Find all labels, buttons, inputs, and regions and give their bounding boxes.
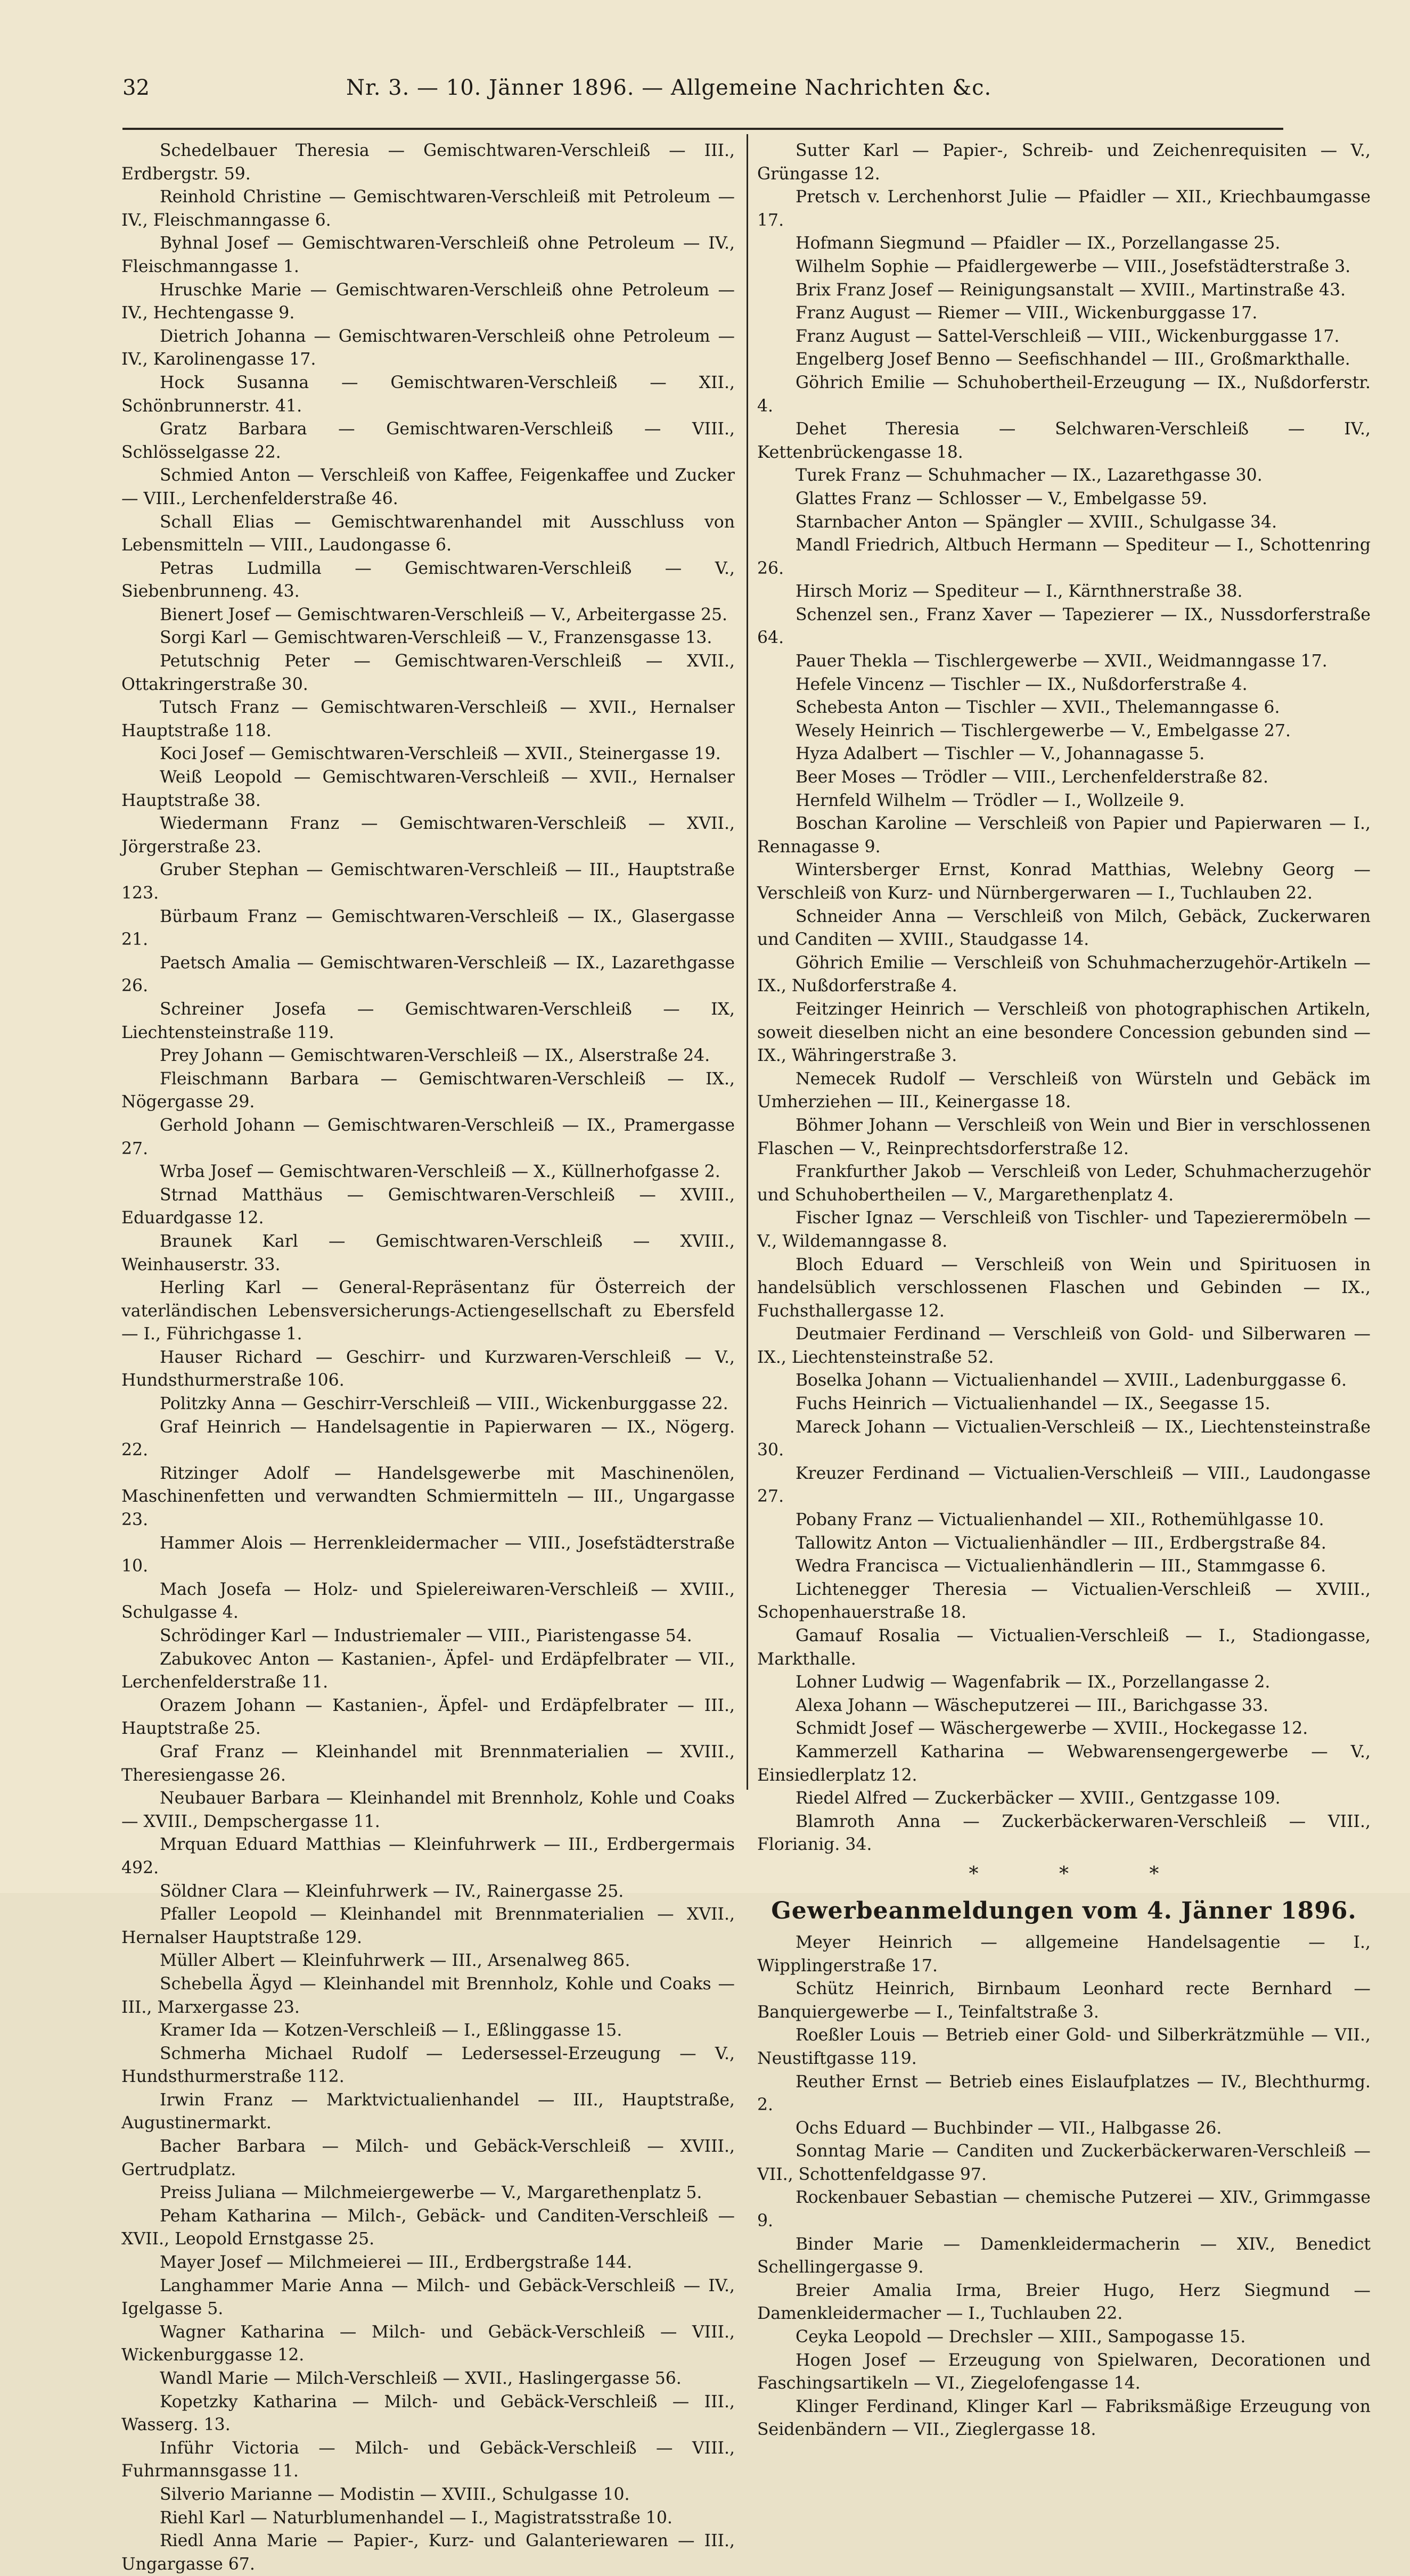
listing-entry: Riedel Alfred — Zuckerbäcker — XVIII., Gentzgasse 109. — [796, 1789, 1281, 1808]
listing-entry: Schütz Heinrich, Birnbaum Leonhard recte Bernhard — Banquiergewerbe — I., Teinfaltstraße 3. — [757, 1979, 1371, 2022]
listing-entry: Petutschnig Peter — Gemischtwaren-Verschleiß — XVII., Ottakringerstraße 30. — [121, 652, 735, 694]
listing-entry: Göhrich Emilie — Verschleiß von Schuhmacherzugehör-Artikeln — IX., Nußdorferstraße 4. — [757, 953, 1371, 996]
listing-entry: Petras Ludmilla — Gemischtwaren-Verschleiß — V., Siebenbrunneng. 43. — [121, 558, 735, 602]
listing-entry: Ritzinger Adolf — Handelsgewerbe mit Maschinenölen, Maschinenfetten und verwandten Schmiermitteln — III., Ungargasse 23. — [121, 1463, 735, 1530]
listing-entry: Riehl Karl — Naturblumenhandel — I., Magistratsstraße 10. — [160, 2508, 673, 2528]
listing-entry: Wrba Josef — Gemischtwaren-Verschleiß — X., Küllnerhofgasse 2. — [160, 1162, 720, 1182]
listing-entry: Lichtenegger Theresia — Victualien-Verschleiß — XVIII., Schopenhauerstraße 18. — [757, 1579, 1371, 1623]
listing-entry: Tutsch Franz — Gemischtwaren-Verschleiß — XVII., Hernalser Hauptstraße 118. — [121, 698, 735, 740]
listing-entry: Kammerzell Katharina — Webwarensengergewerbe — V., Einsiedlerplatz 12. — [757, 1742, 1371, 1785]
listing-entry: Hefele Vincenz — Tischler — IX., Nußdorferstraße 4. — [796, 674, 1248, 694]
listing-entry: Kopetzky Katharina — Milch- und Gebäck-Verschleiß — III., Wasserg. 13. — [121, 2392, 735, 2435]
listing-entry: Hofmann Siegmund — Pfaidler — IX., Porzellangasse 25. — [796, 234, 1281, 253]
listing-entry: Preiss Juliana — Milchmeiergewerbe — V., Margarethenplatz 5. — [160, 2183, 702, 2203]
listing-entry: Mandl Friedrich, Altbuch Hermann — Spediteur — I., Schottenring 26. — [757, 536, 1371, 578]
running-title: Nr. 3. — 10. Jänner 1896. — Allgemeine Nachrichten &c. — [346, 76, 992, 100]
listing-entry: Hruschke Marie — Gemischtwaren-Verschleiß ohne Petroleum — IV., Hechtengasse 9. — [121, 280, 735, 323]
listing-entry: Ochs Eduard — Buchbinder — VII., Halbgasse 26. — [796, 2118, 1222, 2138]
listing-entry: Silverio Marianne — Modistin — XVIII., Schulgasse 10. — [160, 2484, 630, 2504]
listing-entry: Boschan Karoline — Verschleiß von Papier und Papierwaren — I., Rennagasse 9. — [757, 814, 1371, 857]
listing-entry: Gerhold Johann — Gemischtwaren-Verschleiß — IX., Pramergasse 27. — [121, 1115, 735, 1158]
listing-entry: Schneider Anna — Verschleiß von Milch, Gebäck, Zuckerwaren und Canditen — XVIII., Staudgasse 14. — [757, 907, 1371, 950]
listing-entry: Frankfurther Jakob — Verschleiß von Leder, Schuhmacherzugehör und Schuhobertheilen — V., Margarethenplatz 4. — [757, 1162, 1371, 1205]
listing-entry: Wilhelm Sophie — Pfaidlergewerbe — VIII., Josefstädterstraße 3. — [796, 257, 1351, 276]
column-divider — [747, 134, 748, 1790]
listing-entry: Byhnal Josef — Gemischtwaren-Verschleiß ohne Petroleum — IV., Fleischmanngasse 1. — [121, 234, 735, 276]
listing-entry: Prey Johann — Gemischtwaren-Verschleiß — IX., Alserstraße 24. — [160, 1046, 710, 1066]
listing-entry: Binder Marie — Damenkleidermacherin — XIV., Benedict Schellingergasse 9. — [757, 2234, 1371, 2277]
listing-entry: Schenzel sen., Franz Xaver — Tapezierer — IX., Nussdorferstraße 64. — [757, 605, 1371, 648]
listing-entry: Mayer Josef — Milchmeierei — III., Erdbergstraße 144. — [160, 2253, 633, 2273]
listing-entry: Gruber Stephan — Gemischtwaren-Verschleiß — III., Hauptstraße 123. — [121, 860, 735, 903]
listing-entry: Wesely Heinrich — Tischlergewerbe — V., Embelgasse 27. — [796, 721, 1291, 740]
listing-entry: Koci Josef — Gemischtwaren-Verschleiß — XVII., Steinergasse 19. — [160, 744, 721, 764]
listing-entry: Mach Josefa — Holz- und Spielereiwaren-Verschleiß — XVIII., Schulgasse 4. — [121, 1579, 735, 1623]
listing-entry: Langhammer Marie Anna — Milch- und Gebäck-Verschleiß — IV., Igelgasse 5. — [121, 2276, 735, 2319]
listing-entry: Bienert Josef — Gemischtwaren-Verschleiß — V., Arbeitergasse 25. — [160, 605, 728, 624]
listing-entry: Paetsch Amalia — Gemischtwaren-Verschleiß — IX., Lazarethgasse 26. — [121, 953, 735, 996]
listing-entry: Hock Susanna — Gemischtwaren-Verschleiß — XII., Schönbrunnerstr. 41. — [121, 373, 735, 416]
listing-entry: Hernfeld Wilhelm — Trödler — I., Wollzeile 9. — [796, 791, 1185, 810]
listing-entry: Feitzinger Heinrich — Verschleiß von photographischen Artikeln, soweit dieselben nicht an eine besondere Concession gebunden sind — IX., Währingerstraße 3. — [757, 999, 1371, 1066]
listing-entry: Brix Franz Josef — Reinigungsanstalt — XVIII., Martinstraße 43. — [796, 280, 1346, 300]
listing-entry: Bacher Barbara — Milch- und Gebäck-Verschleiß — XVIII., Gertrudplatz. — [121, 2137, 735, 2179]
listing-entry: Riedl Anna Marie — Papier-, Kurz- und Galanteriewaren — III., Ungargasse 67. — [121, 2531, 735, 2574]
listing-entry: Meyer Heinrich — allgemeine Handelsagentie — I., Wipplingerstraße 17. — [757, 1932, 1371, 1976]
listing-entry: Glattes Franz — Schlosser — V., Embelgasse 59. — [796, 489, 1208, 508]
listing-entry: Alexa Johann — Wäscheputzerei — III., Barichgasse 33. — [796, 1696, 1268, 1715]
listing-entry: Inführ Victoria — Milch- und Gebäck-Verschleiß — VIII., Fuhrmannsgasse 11. — [121, 2438, 735, 2481]
listing-entry: Fischer Ignaz — Verschleiß von Tischler- und Tapezierermöbeln — V., Wildemanngasse 8. — [757, 1208, 1371, 1251]
listing-entry: Sorgi Karl — Gemischtwaren-Verschleiß — V., Franzensgasse 13. — [160, 628, 712, 648]
listing-entry: Hirsch Moriz — Spediteur — I., Kärnthnerstraße 38. — [796, 582, 1243, 602]
listing-entry: Söldner Clara — Kleinfuhrwerk — IV., Rainergasse 25. — [160, 1881, 624, 1901]
listing-entry: Müller Albert — Kleinfuhrwerk — III., Arsenalweg 865. — [160, 1951, 630, 1971]
listing-entry: Boselka Johann — Victualienhandel — XVIII., Ladenburggasse 6. — [796, 1371, 1347, 1390]
listing-entry: Bürbaum Franz — Gemischtwaren-Verschleiß — IX., Glasergasse 21. — [121, 907, 735, 950]
listing-entry: Sutter Karl — Papier-, Schreib- und Zeichenrequisiten — V., Grüngasse 12. — [757, 141, 1371, 184]
listing-entry: Blamroth Anna — Zuckerbäckerwaren-Verschleiß — VIII., Florianig. 34. — [757, 1812, 1371, 1855]
listing-entry: Schmerha Michael Rudolf — Ledersessel-Erzeugung — V., Hundsthurmerstraße 112. — [121, 2044, 735, 2087]
listing-entry: Hammer Alois — Herrenkleidermacher — VIII., Josefstädterstraße 10. — [121, 1533, 735, 1576]
listing-entry: Gratz Barbara — Gemischtwaren-Verschleiß — VIII., Schlösselgasse 22. — [121, 419, 735, 462]
listing-entry: Pretsch v. Lerchenhorst Julie — Pfaidler — XII., Kriechbaumgasse 17. — [757, 187, 1371, 230]
listing-entry: Orazem Johann — Kastanien-, Äpfel- und Erdäpfelbrater — III., Hauptstraße 25. — [121, 1696, 735, 1739]
section-title: Gewerbeanmeldungen vom 4. Jänner 1896. — [771, 1897, 1357, 1924]
listing-entry: Neubauer Barbara — Kleinhandel mit Brennholz, Kohle und Coaks — XVIII., Dempschergasse 11. — [121, 1789, 735, 1831]
listing-entry: Schebella Ägyd — Kleinhandel mit Brennholz, Kohle und Coaks — III., Marxergasse 23. — [121, 1974, 735, 2017]
listing-entry: Braunek Karl — Gemischtwaren-Verschleiß — XVIII., Weinhauserstr. 33. — [121, 1231, 735, 1274]
listing-entry: Klinger Ferdinand, Klinger Karl — Fabriksmäßige Erzeugung von Seidenbändern — VII., Zieglergasse 18. — [757, 2397, 1371, 2440]
listing-entry: Schreiner Josefa — Gemischtwaren-Verschleiß — IX, Liechtensteinstraße 119. — [121, 999, 735, 1042]
listing-entry: Roeßler Louis — Betrieb einer Gold- und Silberkrätzmühle — VII., Neustiftgasse 119. — [757, 2026, 1371, 2068]
listing-entry: Tallowitz Anton — Victualienhändler — III., Erdbergstraße 84. — [796, 1533, 1326, 1553]
listing-entry: Schebesta Anton — Tischler — XVII., Thelemanngasse 6. — [796, 698, 1280, 718]
listing-entry: Schall Elias — Gemischtwarenhandel mit Ausschluss von Lebensmitteln — VIII., Laudongasse 6. — [121, 512, 735, 555]
listing-entry: Gamauf Rosalia — Victualien-Verschleiß — I., Stadiongasse, Markthalle. — [757, 1626, 1371, 1669]
listing-entry: Dietrich Johanna — Gemischtwaren-Verschleiß ohne Petroleum — IV., Karolinengasse 17. — [121, 326, 735, 369]
listing-entry: Mrquan Eduard Matthias — Kleinfuhrwerk — III., Erdbergermais 492. — [121, 1835, 735, 1878]
listing-entry: Bloch Eduard — Verschleiß von Wein und Spirituosen in handelsüblich verschlossenen Flaschen und Gebinden — IX., Fuchsthallergasse 12. — [757, 1255, 1371, 1321]
listing-entry: Rockenbauer Sebastian — chemische Putzerei — XIV., Grimmgasse 9. — [757, 2188, 1371, 2231]
listing-entry: Graf Heinrich — Handelsagentie in Papierwaren — IX., Nögerg. 22. — [121, 1417, 735, 1460]
listing-entry: Zabukovec Anton — Kastanien-, Äpfel- und Erdäpfelbrater — VII., Lerchenfelderstraße 11. — [121, 1649, 735, 1692]
listing-entry: Wedra Francisca — Victualienhändlerin — III., Stammgasse 6. — [796, 1557, 1326, 1576]
listing-entry: Weiß Leopold — Gemischtwaren-Verschleiß — XVII., Hernalser Hauptstraße 38. — [121, 768, 735, 810]
listing-entry: Kramer Ida — Kotzen-Verschleiß — I., Eßlinggasse 15. — [160, 2021, 622, 2040]
listing-entry: Wiedermann Franz — Gemischtwaren-Verschleiß — XVII., Jörgerstraße 23. — [121, 814, 735, 857]
listing-entry: Wandl Marie — Milch-Verschleiß — XVII., Haslingergasse 56. — [160, 2369, 682, 2388]
listing-entry: Kreuzer Ferdinand — Victualien-Verschleiß — VIII., Laudongasse 27. — [757, 1463, 1371, 1507]
listing-entry: Politzky Anna — Geschirr-Verschleiß — VIII., Wickenburggasse 22. — [160, 1394, 728, 1414]
listing-entry: Engelberg Josef Benno — Seefischhandel — III., Großmarkthalle. — [796, 350, 1350, 369]
listing-entry: Lohner Ludwig — Wagenfabrik — IX., Porzellangasse 2. — [796, 1673, 1270, 1692]
listing-entry: Graf Franz — Kleinhandel mit Brennmaterialien — XVIII., Theresiengasse 26. — [121, 1742, 735, 1785]
listing-entry: Schedelbauer Theresia — Gemischtwaren-Verschleiß — III., Erdbergstr. 59. — [121, 141, 735, 184]
right-column-registrations — [757, 1931, 1371, 2442]
listing-entry: Nemecek Rudolf — Verschleiß von Würsteln und Gebäck im Umherziehen — III., Keinergasse 18. — [757, 1069, 1371, 1112]
listing-entry: Reuther Ernst — Betrieb eines Eislaufplatzes — IV., Blechthurmg. 2. — [757, 2072, 1371, 2115]
listing-entry: Beer Moses — Trödler — VIII., Lerchenfelderstraße 82. — [796, 768, 1268, 787]
listing-entry: Pfaller Leopold — Kleinhandel mit Brennmaterialien — XVII., Hernalser Hauptstraße 129. — [121, 1905, 735, 1947]
header-rule — [122, 128, 1283, 130]
listing-entry: Peham Katharina — Milch-, Gebäck- und Canditen-Verschleiß — XVII., Leopold Ernstgasse 25. — [121, 2206, 735, 2249]
listing-entry: Böhmer Johann — Verschleiß von Wein und Bier in verschlossenen Flaschen — V., Reinprechtsdorferstraße 12. — [757, 1115, 1371, 1158]
listing-entry: Strnad Matthäus — Gemischtwaren-Verschleiß — XVIII., Eduardgasse 12. — [121, 1185, 735, 1228]
listing-entry: Reinhold Christine — Gemischtwaren-Verschleiß mit Petroleum — IV., Fleischmanngasse 6. — [121, 187, 735, 230]
listing-entry: Hauser Richard — Geschirr- und Kurzwaren-Verschleiß — V., Hundsthurmerstraße 106. — [121, 1347, 735, 1390]
listing-entry: Pauer Thekla — Tischlergewerbe — XVII., Weidmanngasse 17. — [796, 652, 1327, 671]
listing-entry: Hyza Adalbert — Tischler — V., Johannagasse 5. — [796, 744, 1205, 764]
listing-entry: Wintersberger Ernst, Konrad Matthias, Welebny Georg — Verschleiß von Kurz- und Nürnbergerwaren — I., Tuchlauben 22. — [757, 860, 1371, 903]
listing-entry: Starnbacher Anton — Spängler — XVIII., Schulgasse 34. — [796, 512, 1277, 532]
page-number: 32 — [122, 76, 150, 100]
listing-entry: Göhrich Emilie — Schuhobertheil-Erzeugung — IX., Nußdorferstr. 4. — [757, 373, 1371, 416]
right-column-listings — [757, 139, 1371, 1857]
listing-entry: Irwin Franz — Marktvictualienhandel — III., Hauptstraße, Augustinermarkt. — [121, 2090, 735, 2133]
listing-entry: Schmied Anton — Verschleiß von Kaffee, Feigenkaffee und Zucker — VIII., Lerchenfelderstraße 46. — [121, 466, 735, 508]
listing-entry: Pobany Franz — Victualienhandel — XII., Rothemühlgasse 10. — [796, 1510, 1324, 1530]
listing-entry: Wagner Katharina — Milch- und Gebäck-Verschleiß — VIII., Wickenburggasse 12. — [121, 2322, 735, 2365]
listing-entry: Franz August — Sattel-Verschleiß — VIII., Wickenburggasse 17. — [796, 326, 1340, 346]
listing-entry: Schrödinger Karl — Industriemaler — VIII., Piaristengasse 54. — [160, 1626, 692, 1645]
right-column — [757, 139, 1371, 2442]
section-separator-stars: * * * — [969, 1863, 1196, 1885]
listing-entry: Herling Karl — General-Repräsentanz für Österreich der vaterländischen Lebensversicherungs-Actiengesellschaft zu Ebersfeld — I., Führichgasse 1. — [121, 1278, 735, 1344]
page-header — [122, 69, 1283, 106]
listing-entry: Fuchs Heinrich — Victualienhandel — IX., Seegasse 15. — [796, 1394, 1270, 1414]
listing-entry: Fleischmann Barbara — Gemischtwaren-Verschleiß — IX., Nögergasse 29. — [121, 1069, 735, 1112]
listing-entry: Turek Franz — Schuhmacher — IX., Lazarethgasse 30. — [796, 466, 1263, 485]
listing-entry: Dehet Theresia — Selchwaren-Verschleiß — IV., Kettenbrückengasse 18. — [757, 419, 1371, 462]
listing-entry: Ceyka Leopold — Drechsler — XIII., Sampogasse 15. — [796, 2327, 1246, 2347]
listing-entry: Schmidt Josef — Wäschergewerbe — XVIII., Hockegasse 12. — [796, 1719, 1308, 1739]
listing-entry: Franz August — Riemer — VIII., Wickenburggasse 17. — [796, 303, 1258, 323]
listing-entry: Mareck Johann — Victualien-Verschleiß — IX., Liechtensteinstraße 30. — [757, 1417, 1371, 1460]
listing-entry: Sonntag Marie — Canditen und Zuckerbäckerwaren-Verschleiß — VII., Schottenfeldgasse 97. — [757, 2142, 1371, 2184]
listing-entry: Deutmaier Ferdinand — Verschleiß von Gold- und Silberwaren — IX., Liechtensteinstraße 52. — [757, 1324, 1371, 1367]
listing-entry: Breier Amalia Irma, Breier Hugo, Herz Siegmund — Damenkleidermacher — I., Tuchlauben 22. — [757, 2281, 1371, 2324]
left-column — [121, 139, 735, 2576]
listing-entry: Hogen Josef — Erzeugung von Spielwaren, Decorationen und Faschingsartikeln — VI., Ziegelofengasse 14. — [757, 2350, 1371, 2393]
